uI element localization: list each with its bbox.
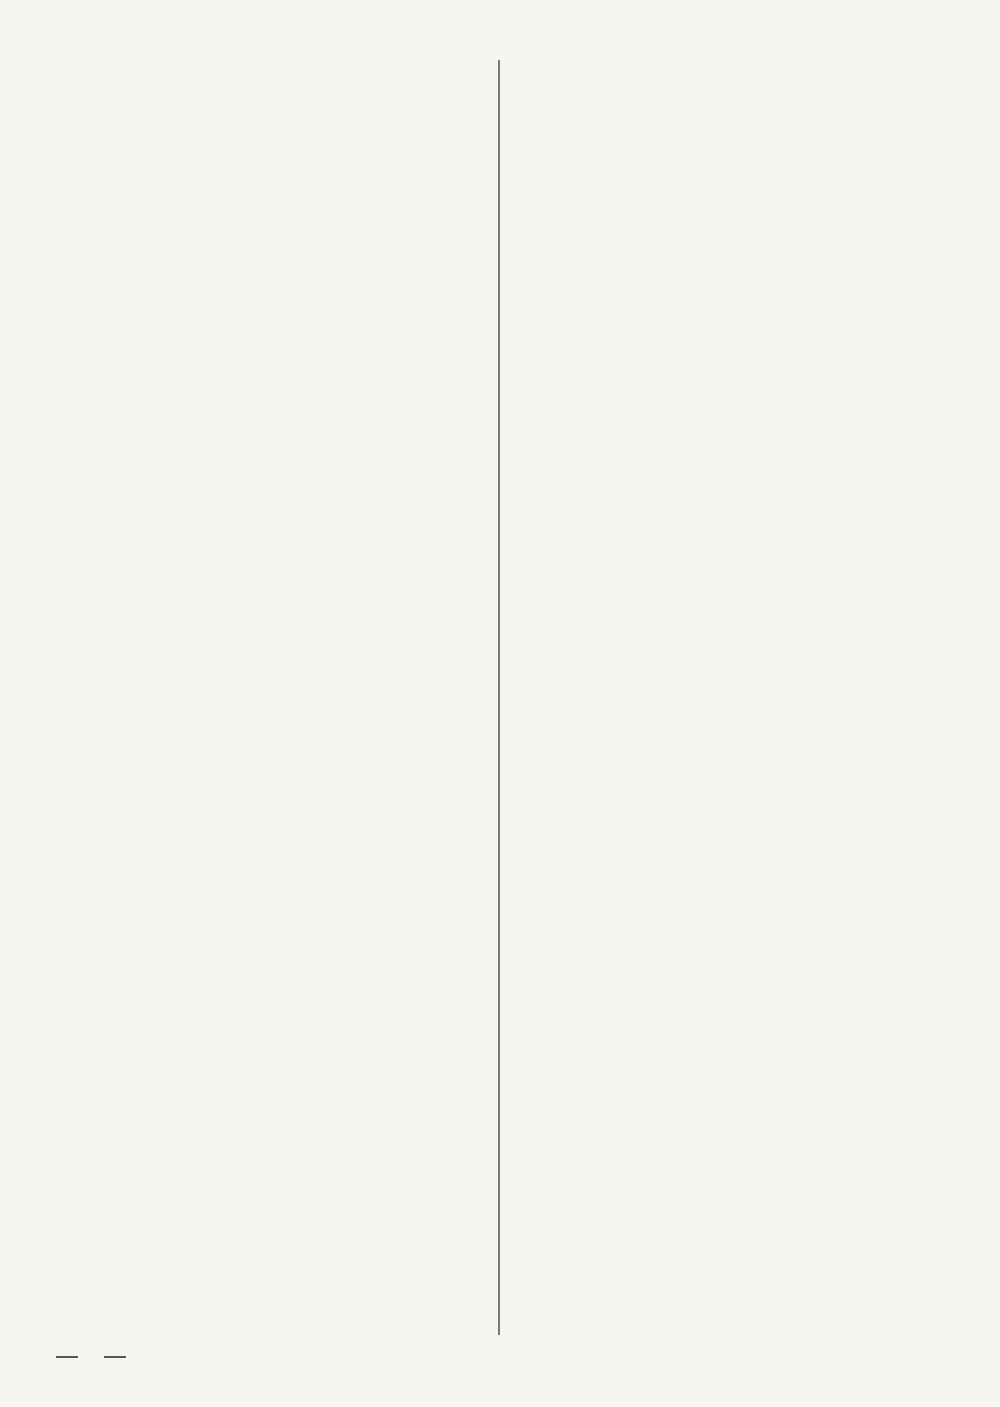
- column-divider: [498, 60, 500, 1335]
- footer-dash-left: [56, 1356, 78, 1358]
- left-column: [54, 54, 484, 60]
- page-footer: [56, 1356, 174, 1358]
- right-column: [512, 54, 952, 68]
- footer-dash-right: [104, 1356, 126, 1358]
